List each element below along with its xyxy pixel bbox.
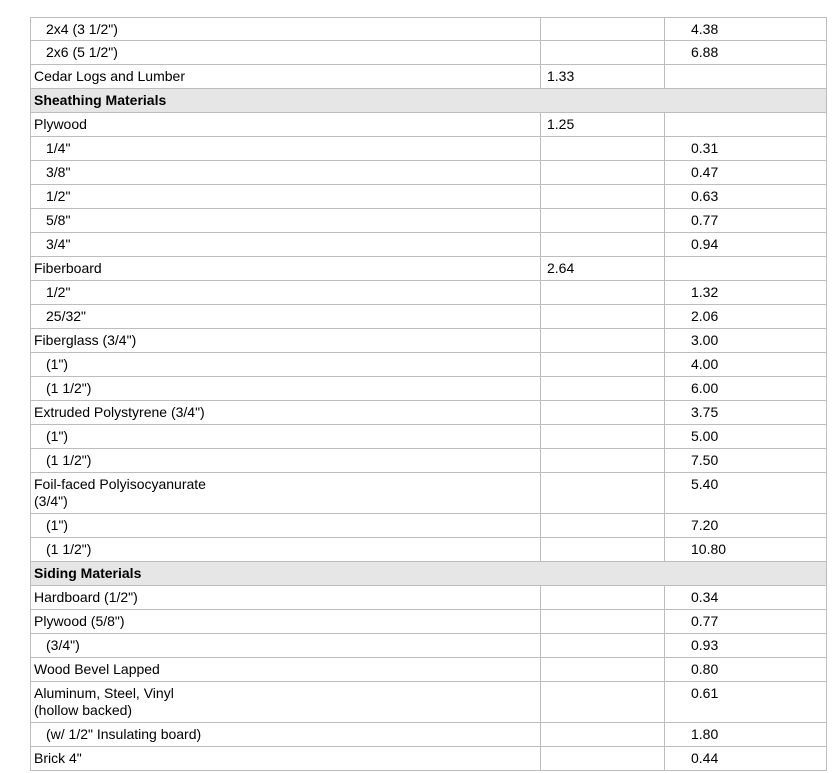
- r-value-cell: 10.80: [664, 538, 827, 561]
- r-value-cell: 5.40: [664, 473, 827, 513]
- material-cell: Fiberboard: [30, 257, 540, 280]
- r-value-cell: 0.63: [664, 185, 827, 208]
- r-value-cell: 0.93: [664, 634, 827, 657]
- r-value-cell: 1.32: [664, 281, 827, 304]
- table-row: [30, 658, 827, 682]
- r-value-cell: 0.34: [664, 586, 827, 609]
- material-cell: Fiberglass (3/4"): [30, 329, 540, 352]
- r-value-cell: 5.00: [664, 425, 827, 448]
- material-cell: (1 1/2"): [30, 449, 540, 472]
- material-cell: 2x6 (5 1/2"): [30, 41, 540, 64]
- table-row: [30, 65, 827, 89]
- material-cell: 3/8": [30, 161, 540, 184]
- material-cell: (1"): [30, 514, 540, 537]
- r-value-cell: 3.00: [664, 329, 827, 352]
- table-row: [30, 401, 827, 425]
- material-cell: (3/4"): [30, 634, 540, 657]
- r-value-cell: 0.94: [664, 233, 827, 256]
- r-value-cell: 1.80: [664, 723, 827, 746]
- r-value-cell: [664, 257, 827, 280]
- table-row: [30, 161, 827, 185]
- table-row: [30, 473, 827, 514]
- table-row: [30, 233, 827, 257]
- material-cell: (1"): [30, 425, 540, 448]
- table-row: [30, 209, 827, 233]
- table-row: [30, 113, 827, 137]
- material-cell: Aluminum, Steel, Vinyl (hollow backed): [30, 682, 540, 722]
- material-cell: Wood Bevel Lapped: [30, 658, 540, 681]
- r-value-cell: 6.88: [664, 41, 827, 64]
- material-cell: 2x4 (3 1/2"): [30, 18, 540, 40]
- section-header-row: [30, 562, 827, 586]
- r-per-inch-cell: [540, 586, 664, 609]
- table-row: [30, 449, 827, 473]
- r-value-cell: 0.47: [664, 161, 827, 184]
- material-cell: Extruded Polystyrene (3/4"): [30, 401, 540, 424]
- r-per-inch-cell: 2.64: [540, 257, 664, 280]
- r-per-inch-cell: [540, 658, 664, 681]
- r-value-cell: 0.77: [664, 610, 827, 633]
- r-per-inch-cell: [540, 377, 664, 400]
- r-per-inch-cell: [540, 137, 664, 160]
- table-row: [30, 281, 827, 305]
- r-value-cell: 0.80: [664, 658, 827, 681]
- table-row: [30, 538, 827, 562]
- r-per-inch-cell: [540, 281, 664, 304]
- r-per-inch-cell: [540, 18, 664, 40]
- table-row: [30, 514, 827, 538]
- r-per-inch-cell: [540, 353, 664, 376]
- table-row: [30, 586, 827, 610]
- table-row: [30, 41, 827, 65]
- r-value-cell: [664, 65, 827, 88]
- r-value-table: [30, 17, 827, 771]
- material-cell: (1 1/2"): [30, 538, 540, 561]
- r-per-inch-cell: [540, 538, 664, 561]
- r-per-inch-cell: [540, 473, 664, 513]
- r-per-inch-cell: [540, 161, 664, 184]
- r-value-cell: 0.77: [664, 209, 827, 232]
- table-row: [30, 329, 827, 353]
- r-per-inch-cell: [540, 449, 664, 472]
- table-row: [30, 634, 827, 658]
- table-row: [30, 137, 827, 161]
- r-per-inch-cell: [540, 41, 664, 64]
- r-value-cell: 7.50: [664, 449, 827, 472]
- table-row: [30, 17, 827, 41]
- r-per-inch-cell: [540, 305, 664, 328]
- table-row: [30, 610, 827, 634]
- r-value-cell: 0.61: [664, 682, 827, 722]
- table-row: [30, 747, 827, 771]
- r-value-cell: 4.38: [664, 18, 827, 40]
- material-cell: (w/ 1/2" Insulating board): [30, 723, 540, 746]
- table-row: [30, 425, 827, 449]
- r-value-cell: 7.20: [664, 514, 827, 537]
- material-cell: 1/2": [30, 185, 540, 208]
- table-row: [30, 353, 827, 377]
- r-per-inch-cell: [540, 747, 664, 770]
- section-header-row: [30, 89, 827, 113]
- table-row: [30, 305, 827, 329]
- material-cell: Plywood (5/8"): [30, 610, 540, 633]
- r-per-inch-cell: [540, 185, 664, 208]
- material-cell: (1 1/2"): [30, 377, 540, 400]
- table-row: [30, 377, 827, 401]
- r-per-inch-cell: [540, 514, 664, 537]
- r-per-inch-cell: 1.33: [540, 65, 664, 88]
- r-per-inch-cell: [540, 401, 664, 424]
- r-per-inch-cell: [540, 723, 664, 746]
- material-cell: Hardboard (1/2"): [30, 586, 540, 609]
- material-cell: 3/4": [30, 233, 540, 256]
- r-value-cell: 0.31: [664, 137, 827, 160]
- r-per-inch-cell: [540, 329, 664, 352]
- material-cell: 1/4": [30, 137, 540, 160]
- r-value-cell: [664, 113, 827, 136]
- material-cell: 25/32": [30, 305, 540, 328]
- table-row: [30, 185, 827, 209]
- table-row: [30, 682, 827, 723]
- section-header: Sheathing Materials: [30, 89, 827, 112]
- r-value-cell: 4.00: [664, 353, 827, 376]
- r-per-inch-cell: [540, 233, 664, 256]
- r-per-inch-cell: [540, 425, 664, 448]
- r-per-inch-cell: [540, 610, 664, 633]
- table-row: [30, 257, 827, 281]
- material-cell: Foil-faced Polyisocyanurate (3/4"): [30, 473, 540, 513]
- r-per-inch-cell: [540, 209, 664, 232]
- material-cell: Cedar Logs and Lumber: [30, 65, 540, 88]
- material-cell: 5/8": [30, 209, 540, 232]
- r-value-cell: 6.00: [664, 377, 827, 400]
- r-value-cell: 2.06: [664, 305, 827, 328]
- section-header: Siding Materials: [30, 562, 827, 585]
- r-value-cell: 3.75: [664, 401, 827, 424]
- r-per-inch-cell: 1.25: [540, 113, 664, 136]
- r-per-inch-cell: [540, 634, 664, 657]
- material-cell: Brick 4": [30, 747, 540, 770]
- r-value-cell: 0.44: [664, 747, 827, 770]
- r-per-inch-cell: [540, 682, 664, 722]
- material-cell: 1/2": [30, 281, 540, 304]
- material-cell: (1"): [30, 353, 540, 376]
- table-row: [30, 723, 827, 747]
- material-cell: Plywood: [30, 113, 540, 136]
